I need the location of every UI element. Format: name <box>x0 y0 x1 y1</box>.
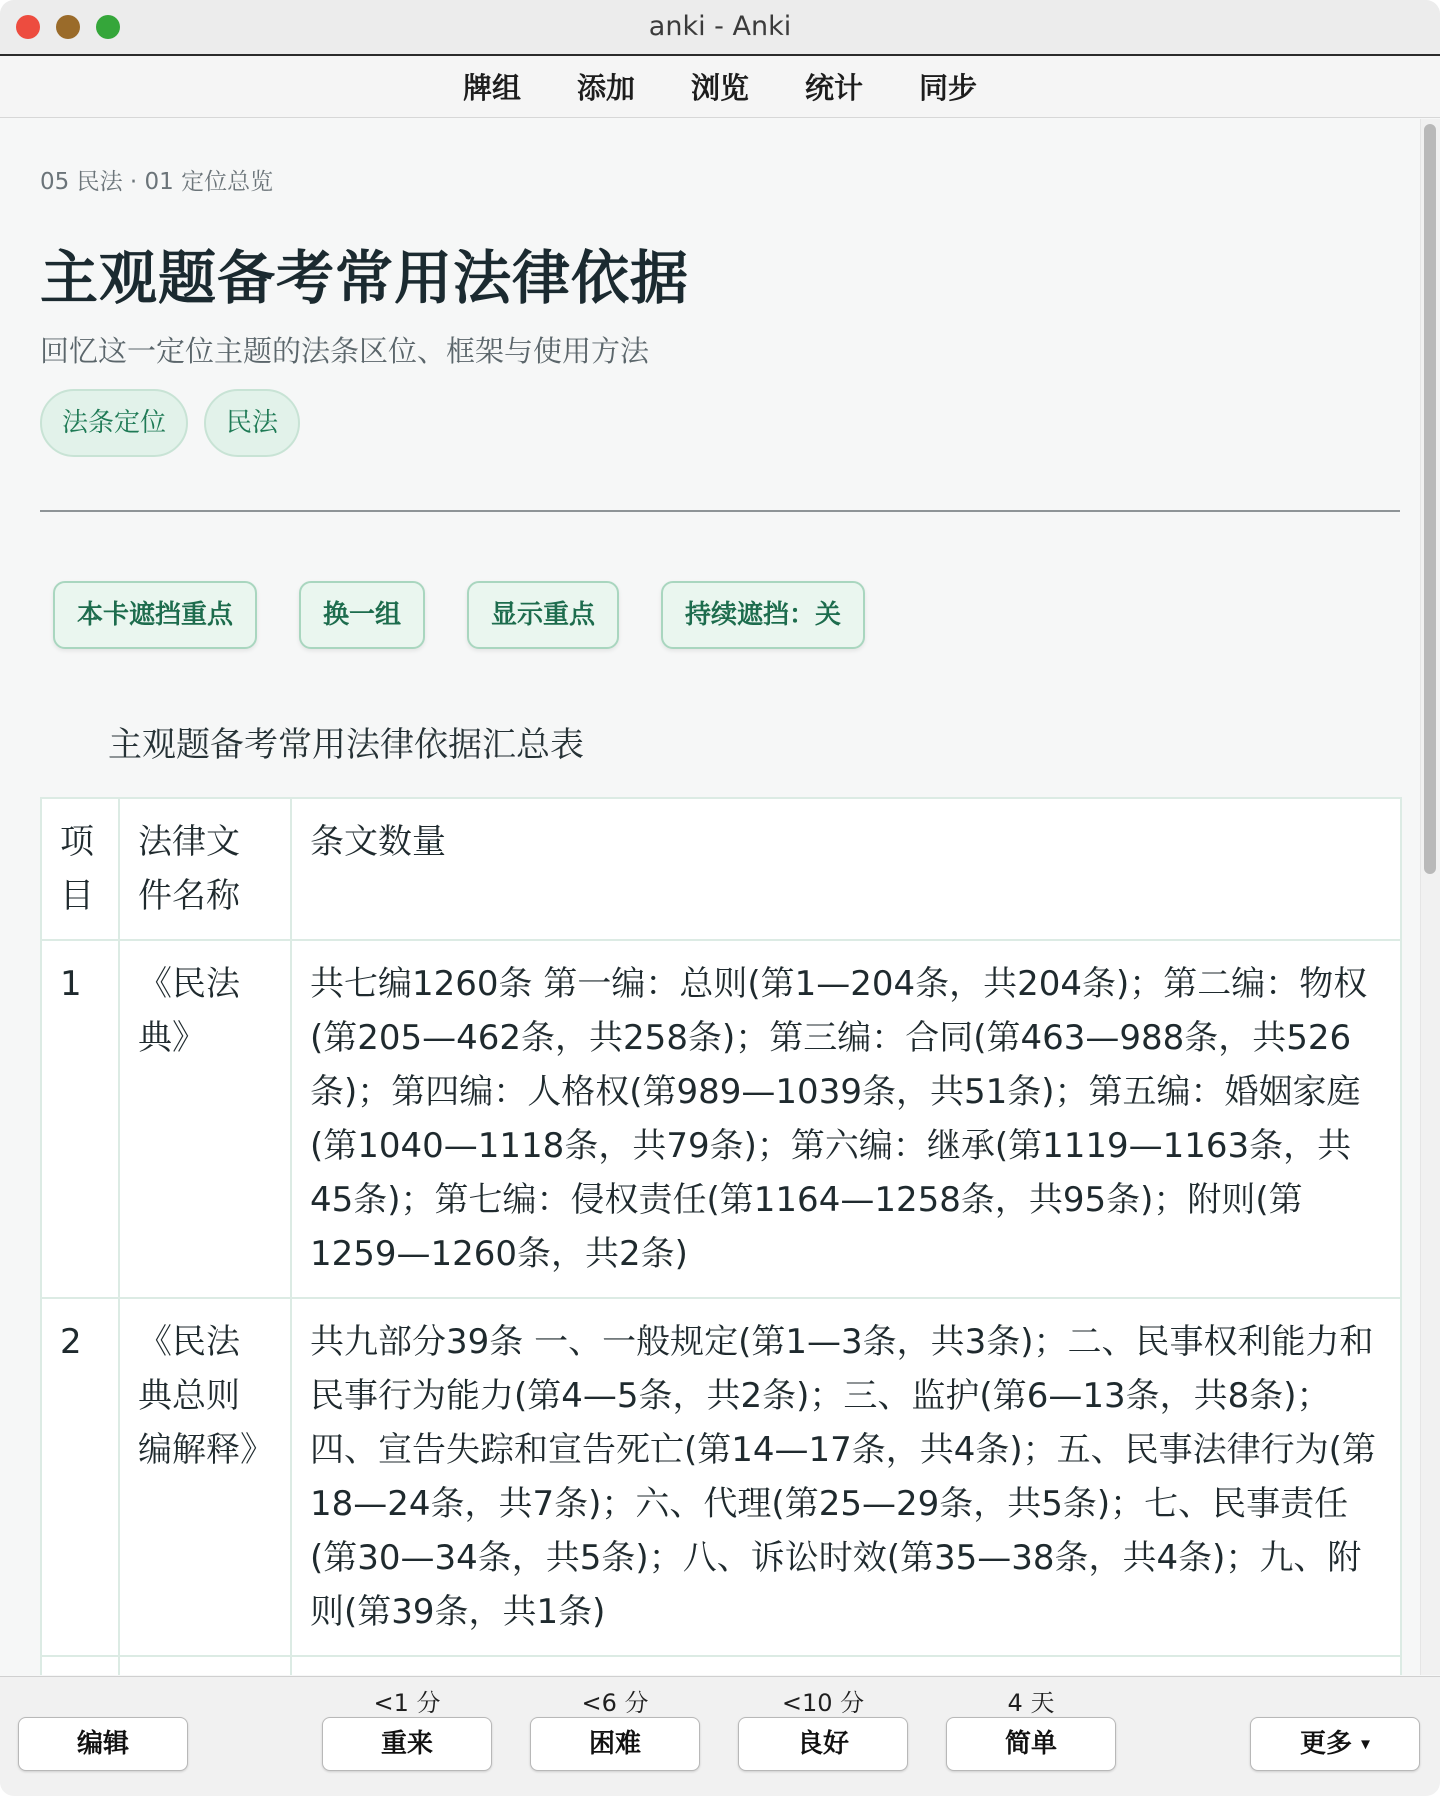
table-row <box>41 1298 1401 1656</box>
edit-button[interactable]: 编辑 <box>18 1717 188 1771</box>
chevron-down-icon: ▾ <box>1361 1733 1371 1755</box>
header-law-name: 法律文件名称 <box>119 798 291 940</box>
action-buttons <box>53 581 865 649</box>
header-article-count: 条文数量 <box>291 798 1401 940</box>
scrollbar-thumb[interactable] <box>1424 124 1436 874</box>
row-number: 2 <box>41 1298 119 1656</box>
review-bottom-bar <box>0 1676 1440 1796</box>
hard-interval: <6 分 <box>581 1689 649 1717</box>
card-content <box>0 119 1420 1675</box>
good-interval: <10 分 <box>781 1689 865 1717</box>
window-title: anki - Anki <box>648 11 792 42</box>
toolbar-stats[interactable]: 统计 <box>805 71 864 105</box>
tag-law-location: 法条定位 <box>40 389 188 457</box>
table-caption: 主观题备考常用法律依据汇总表 <box>108 725 584 765</box>
tag-list <box>40 389 300 457</box>
toolbar-decks[interactable]: 牌组 <box>462 71 521 105</box>
more-label: 更多 <box>1299 1729 1352 1759</box>
row-article-count <box>291 1656 1401 1675</box>
again-button[interactable]: 重来 <box>322 1717 492 1771</box>
table-row <box>41 940 1401 1298</box>
good-button[interactable]: 良好 <box>738 1717 908 1771</box>
table-header-row <box>41 798 1401 940</box>
row-number: 1 <box>41 940 119 1298</box>
title-bar <box>0 0 1440 56</box>
persistent-mask-toggle[interactable]: 持续遮挡：关 <box>661 581 865 649</box>
row-article-count: 共七编1260条 第一编：总则(第1—204条，共204条)；第二编：物权(第205—462条，共258条)；第三编：合同(第463—988条，共526条)；第四编：人格权(第989—1039条，共51条)；第五编：婚姻家庭(第1040—1118条，共79条)；第六编：继承(第1119—1163条，共45条)；第七编：侵权责任(第1164—1258条，共95条)；附则(第1259—1260条，共2条) <box>291 940 1401 1298</box>
card-title: 主观题备考常用法律依据 <box>40 244 690 312</box>
switch-group-button[interactable]: 换一组 <box>299 581 425 649</box>
easy-interval: 4 天 <box>1007 1689 1055 1717</box>
toolbar-add[interactable]: 添加 <box>576 71 635 105</box>
row-article-count: 共九部分39条 一、一般规定(第1—3条，共3条)；二、民事权利能力和民事行为能力(第4—5条，共2条)；三、监护(第6—13条，共8条)；四、宣告失踪和宣告死亡(第14—17条，共4条)；五、民事法律行为(第18—24条，共7条)；六、代理(第25—29条，共5条)；七、民事责任(第30—34条，共5条)；八、诉讼时效(第35—38条，共4条)；九、附则(第39条，共1条) <box>291 1298 1401 1656</box>
row-law-name: 《民法典》 <box>119 940 291 1298</box>
mask-key-points-button[interactable]: 本卡遮挡重点 <box>53 581 257 649</box>
show-key-points-button[interactable]: 显示重点 <box>467 581 619 649</box>
again-interval: <1 分 <box>373 1689 441 1717</box>
more-button[interactable] <box>1250 1717 1420 1771</box>
row-law-name: 《民法典总则编解释》 <box>119 1298 291 1656</box>
toolbar-browse[interactable]: 浏览 <box>690 71 749 105</box>
divider <box>40 510 1400 512</box>
row-law-name <box>119 1656 291 1675</box>
card-subtitle: 回忆这一定位主题的法条区位、框架与使用方法 <box>40 334 650 368</box>
table-row <box>41 1656 1401 1675</box>
toolbar-sync[interactable]: 同步 <box>919 71 978 105</box>
breadcrumb: 05 民法 · 01 定位总览 <box>40 169 274 195</box>
header-item: 项目 <box>41 798 119 940</box>
easy-button[interactable]: 简单 <box>946 1717 1116 1771</box>
hard-button[interactable]: 困难 <box>530 1717 700 1771</box>
law-table <box>40 797 1400 1675</box>
row-number <box>41 1656 119 1675</box>
tag-civil-law: 民法 <box>204 389 300 457</box>
main-toolbar <box>0 56 1440 118</box>
